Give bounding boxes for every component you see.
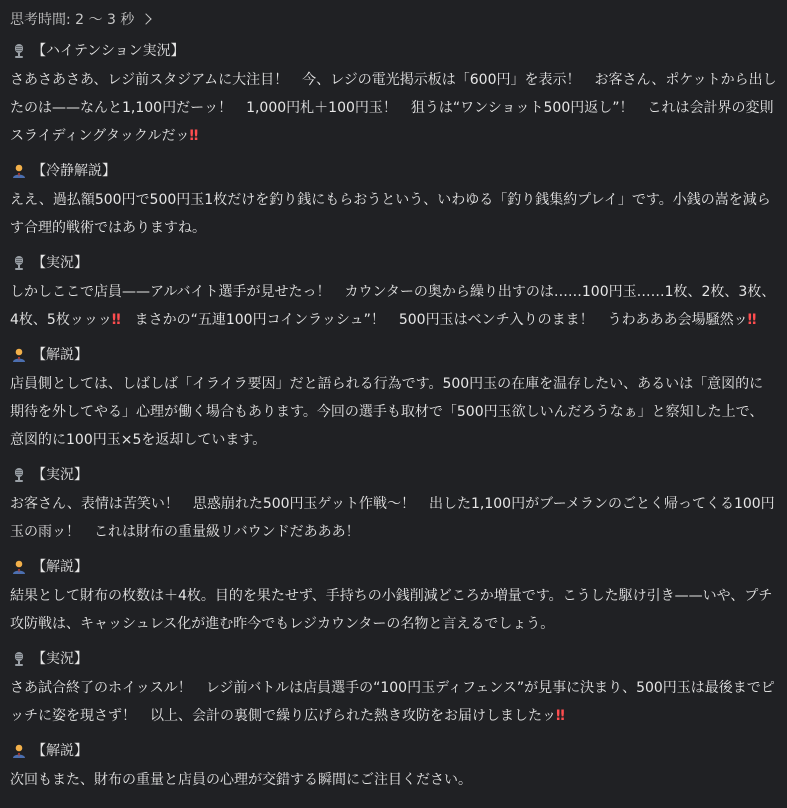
thinking-label: 思考時間: 2 〜 3 秒 bbox=[10, 12, 135, 28]
section-text: ええ、過払額500円で500円玉1枚だけを釣り銭にもらおうという、いわゆる「釣り銭集約プレイ」です。小銭の嵩を減らす合理的戦術ではありますね。 bbox=[10, 192, 771, 236]
section-text: 結果として財布の枚数は＋4枚。目的を果たせず、手持ちの小銭削減どころか増量です。こうした駆け引き——いや、プチ攻防戦は、キャッシュレス化が進む昨今でもレジカウンターの名物と言えるでしょう。 bbox=[10, 588, 773, 632]
section-text: さあ試合終了のホイッスル！ レジ前バトルは店員選手の“100円玉ディフェンス”が見事に決まり、500円玉は最後までピッチに姿を現さず！ 以上、会計の裏側で繰り広げられた熱き攻防をお届けしましたッ bbox=[10, 680, 775, 724]
section-heading: 【解説】 bbox=[32, 559, 88, 575]
section-heading: 【解説】 bbox=[32, 347, 88, 363]
chevron-right-icon bbox=[141, 13, 152, 24]
section-text: 店員側としては、しばしば「イライラ要因」だと語られる行為です。500円玉の在庫を温存したい、あるいは「意図的に期待を外してやる」心理が働く場合もあります。今回の選手も取材で「500円玉欲しいんだろうなぁ」と察知した上で、意図的に100円玉×5を返却しています。 bbox=[10, 376, 764, 448]
person-icon bbox=[10, 162, 28, 180]
section-heading: 【実況】 bbox=[32, 255, 88, 271]
commentary-section bbox=[10, 648, 777, 730]
person-icon bbox=[10, 346, 28, 364]
section-heading: 【実況】 bbox=[32, 651, 88, 667]
exclamation-icon: ‼ bbox=[556, 708, 565, 724]
microphone-icon bbox=[10, 466, 28, 484]
commentary-section bbox=[10, 40, 777, 150]
section-heading: 【ハイテンション実況】 bbox=[32, 43, 185, 59]
section-text: しかしここで店員——アルバイト選手が見せたっ！ カウンターの奥から繰り出すのは……100円玉……1枚、2枚、3枚、4枚、5枚ッッッ bbox=[10, 284, 776, 328]
person-icon bbox=[10, 558, 28, 576]
commentary-section bbox=[10, 252, 777, 334]
analysis-section bbox=[10, 556, 777, 638]
person-icon bbox=[10, 742, 28, 760]
section-text: お客さん、表情は苦笑い！ 思惑崩れた500円玉ゲット作戦〜！ 出した1,100円がブーメランのごとく帰ってくる100円玉の雨ッ！ これは財布の重量級リバウンドだあああ！ bbox=[10, 496, 775, 540]
section-heading: 【解説】 bbox=[32, 743, 88, 759]
section-heading: 【冷静解説】 bbox=[32, 163, 116, 179]
microphone-icon bbox=[10, 42, 28, 60]
microphone-icon bbox=[10, 254, 28, 272]
thinking-toggle[interactable] bbox=[10, 8, 777, 30]
microphone-icon bbox=[10, 650, 28, 668]
analysis-section bbox=[10, 344, 777, 454]
section-text: 次回もまた、財布の重量と店員の心理が交錯する瞬間にご注目ください。 bbox=[10, 772, 472, 788]
section-heading: 【実況】 bbox=[32, 467, 88, 483]
exclamation-icon: ‼ bbox=[747, 312, 757, 328]
section-text-continued: まさかの“五連100円コインラッシュ”！ 500円玉はベンチ入りのまま！ うわあああ会場騒然ッ bbox=[120, 312, 748, 328]
section-text: さあさあさあ、レジ前スタジアムに大注目！ 今、レジの電光掲示板は「600円」を表示！ お客さん、ポケットから出したのは——なんと1,100円だーッ！ 1,000円札＋100円玉！ 狙うは“ワンショット500円返し”！ これは会計界の変則スライディングタックルだッ bbox=[10, 72, 777, 144]
exclamation-icon: ‼ bbox=[111, 312, 121, 328]
exclamation-icon: ‼ bbox=[189, 128, 199, 144]
analysis-section bbox=[10, 160, 777, 242]
analysis-section bbox=[10, 740, 777, 794]
commentary-section bbox=[10, 464, 777, 546]
